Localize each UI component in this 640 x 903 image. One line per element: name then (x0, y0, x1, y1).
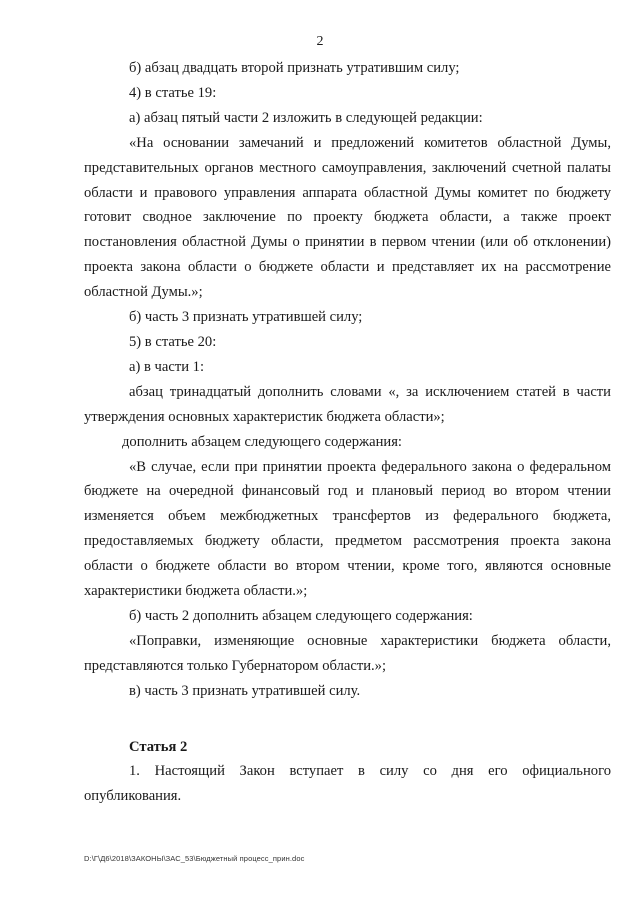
paragraph-3: а) абзац пятый части 2 изложить в следующей редакции: (129, 109, 483, 126)
page-number: 2 (316, 34, 324, 49)
paragraph-13: в) часть 3 признать утратившей силу. (129, 682, 361, 699)
paragraph-12: «Поправки, изменяющие основные характеристики бюджета области, представляются только Губернатором области.»; (84, 632, 611, 674)
paragraph-8: абзац тринадцатый дополнить словами «, за исключением статей в части утверждения основных характеристик бюджета области»; (84, 383, 611, 425)
footer-file-path: D:\Г\Д6\2018\ЗАКОНЫ\ЗАС_53\Бюджетный процесс_прин.doc (84, 854, 305, 863)
paragraph-6: 5) в статье 20: (129, 333, 217, 350)
paragraph-7: а) в части 1: (129, 358, 205, 375)
article-paragraph: 1. Настоящий Закон вступает в силу со дня его официального опубликования. (84, 763, 611, 805)
paragraph-4: «На основании замечаний и предложений комитетов областной Думы, представительных органов местного самоуправления, заключений счетной палаты области и правового управления аппарата областной Думы комитет по бюджету готовит сводное заключение по проекту бюджета области, а также проект постановления областной Думы о принятии в первом чтении (или об отклонении) проекта закона области о бюджете области и представляет их на рассмотрение областной Думы.»; (84, 134, 611, 301)
paragraph-10: «В случае, если при принятии проекта федерального закона о федеральном бюджете на очередной финансовый год и плановый период во втором чтении изменяется объем межбюджетных трансфертов из федерального бюджета, предоставляемых бюджету области, предметом рассмотрения проекта закона области о бюджете области во втором чтении, кроме того, являются основные характеристики бюджета области.»; (84, 458, 611, 600)
section-spacer (84, 704, 611, 735)
article-heading: Статья 2 (129, 738, 188, 755)
paragraph-9: дополнить абзацем следующего содержания: (122, 433, 402, 450)
paragraph-11: б) часть 2 дополнить абзацем следующего содержания: (129, 607, 473, 624)
paragraph-1: б) абзац двадцать второй признать утратившим силу; (129, 60, 460, 76)
paragraph-2: 4) в статье 19: (129, 84, 217, 101)
paragraph-5: б) часть 3 признать утратившей силу; (129, 309, 363, 326)
document-body (84, 56, 611, 809)
